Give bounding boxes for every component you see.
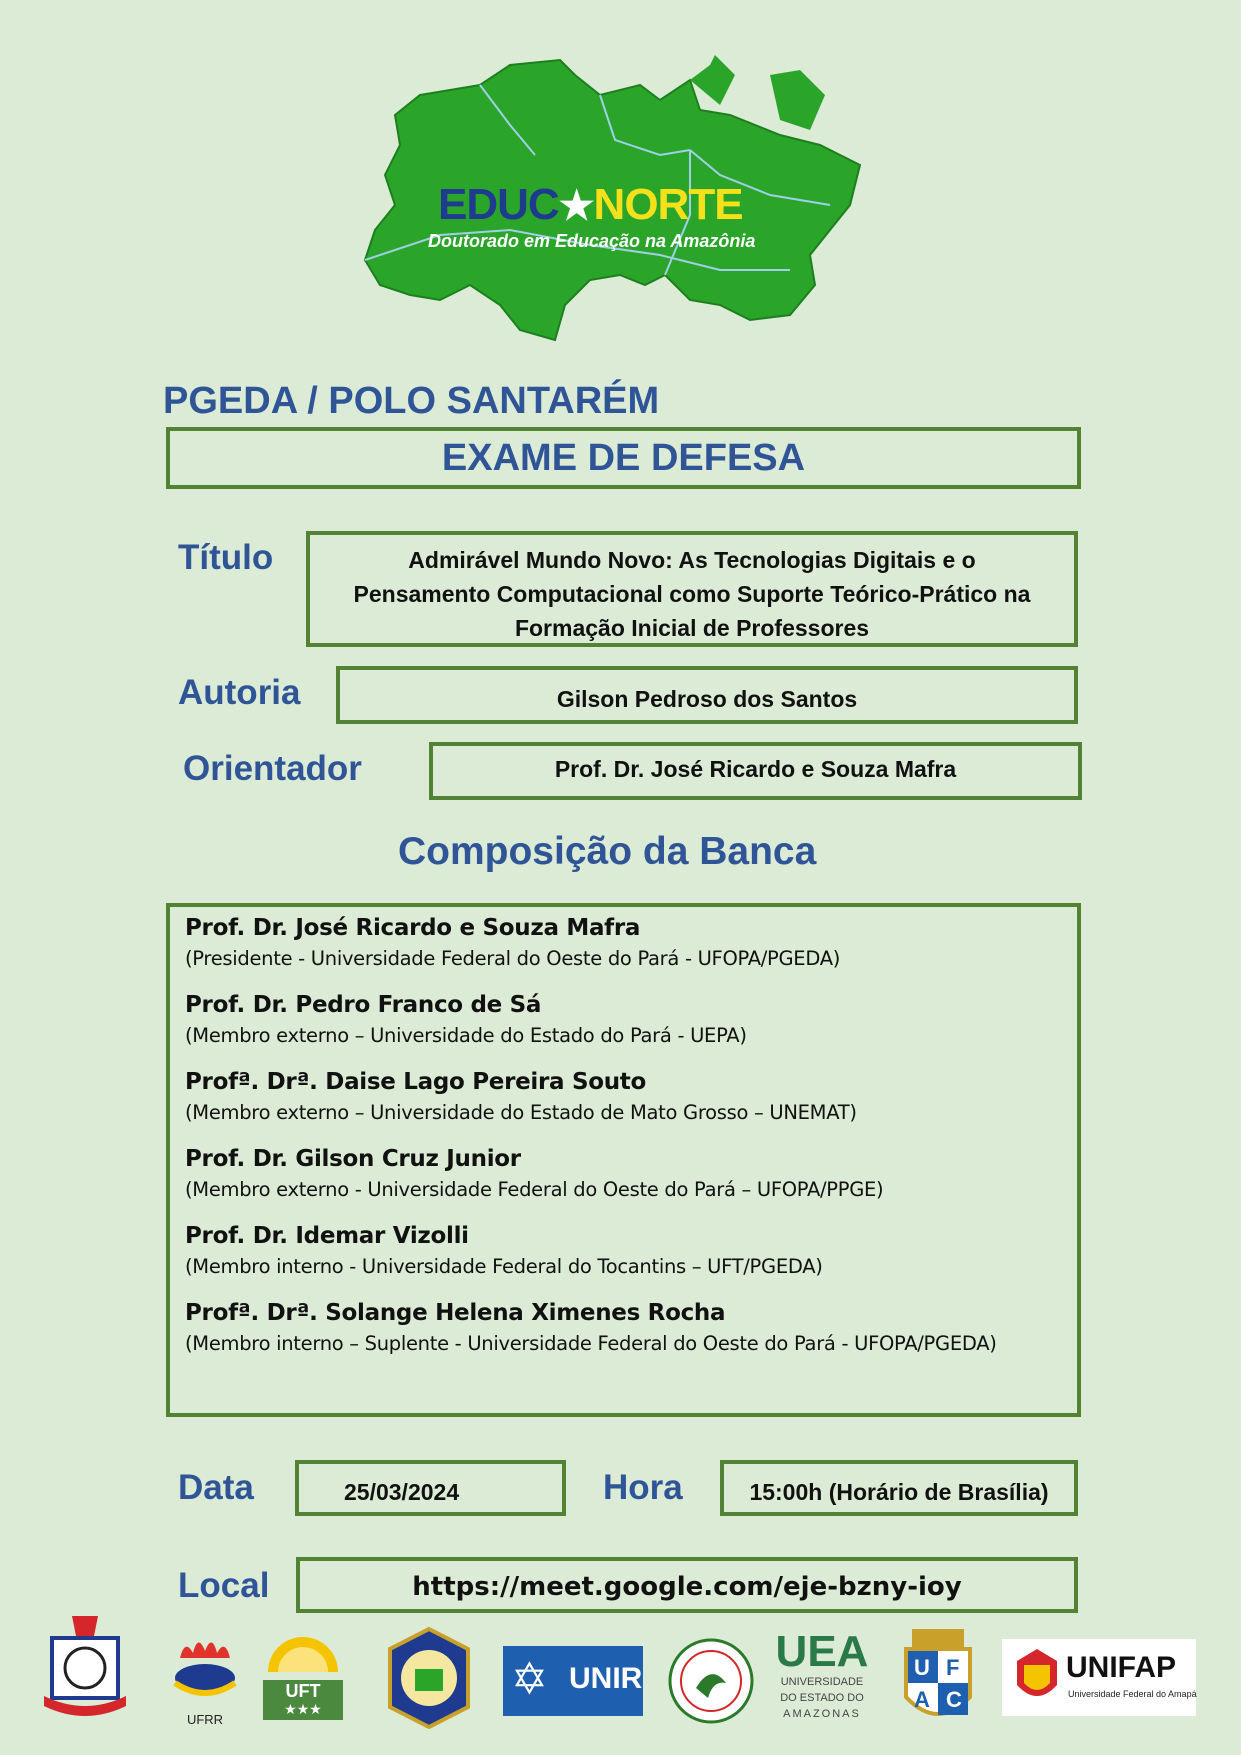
- star-icon: ★: [558, 184, 594, 228]
- member-name: Prof. Dr. Gilson Cruz Junior: [185, 1146, 521, 1172]
- uea-line-1: UNIVERSIDADE: [780, 1676, 864, 1688]
- data-box: [295, 1460, 566, 1516]
- ufac-c: C: [946, 1687, 962, 1712]
- ufac-shield-icon: [898, 1627, 978, 1731]
- uft-sun-icon: [258, 1627, 348, 1675]
- uerr-seal-icon: [668, 1638, 754, 1724]
- unifap-sub: Universidade Federal do Amapá: [1068, 1689, 1197, 1699]
- ufrr-flame-icon: [165, 1633, 245, 1703]
- member-name: Prof. Dr. Pedro Franco de Sá: [185, 992, 542, 1018]
- unir-label: UNIR: [569, 1662, 643, 1695]
- autoria-box: [336, 666, 1078, 724]
- member-role: (Membro interno - Universidade Federal do Tocantins – UFT/PGEDA): [185, 1255, 823, 1278]
- member-role: (Presidente - Universidade Federal do Oeste do Pará - UFOPA/PGEDA): [185, 947, 841, 970]
- ufpa-logo: [42, 1614, 128, 1724]
- educanorte-logo: [360, 55, 875, 355]
- program-title: PGEDA / POLO SANTARÉM: [163, 380, 660, 422]
- uea-line-3: AMAZONAS: [783, 1708, 861, 1720]
- member-role: (Membro externo – Universidade do Estado do Pará - UEPA): [185, 1024, 747, 1047]
- unir-star-icon: ✡: [511, 1655, 548, 1704]
- logo-title-right: NORTE: [593, 180, 743, 229]
- member-name: Prof. Dr. Idemar Vizolli: [185, 1223, 469, 1249]
- unir-logo: [503, 1646, 643, 1716]
- banca-member: [185, 915, 1077, 970]
- member-name: Profª. Drª. Daise Lago Pereira Souto: [185, 1069, 647, 1095]
- titulo-line-2: Pensamento Computacional como Suporte Teórico-Prático na: [353, 581, 1031, 607]
- ufac-logo: [898, 1627, 978, 1731]
- autoria-value: Gilson Pedroso dos Santos: [556, 686, 858, 712]
- titulo-label: Título: [178, 538, 274, 577]
- banca-member: [185, 1300, 1077, 1355]
- data-value: 25/03/2024: [344, 1479, 460, 1505]
- exam-title: EXAME DE DEFESA: [441, 437, 806, 479]
- member-role: (Membro externo - Universidade Federal do Oeste do Pará – UFOPA/PPGE): [185, 1178, 884, 1201]
- banca-member: [185, 992, 1077, 1047]
- titulo-box: [306, 531, 1078, 647]
- member-name: Prof. Dr. José Ricardo e Souza Mafra: [185, 915, 641, 941]
- ufopa-seal-icon: [382, 1627, 476, 1729]
- banca-title: Composição da Banca: [398, 830, 817, 873]
- uea-line-2: DO ESTADO DO: [780, 1692, 864, 1704]
- hora-box: [720, 1460, 1078, 1516]
- ufac-a: A: [914, 1687, 930, 1712]
- ufrr-label: UFRR: [186, 1712, 224, 1727]
- hora-value: 15:00h (Horário de Brasília): [749, 1479, 1049, 1505]
- uft-logo: [258, 1627, 348, 1727]
- ufrr-logo: [165, 1633, 245, 1733]
- ufac-u: U: [914, 1655, 930, 1680]
- data-label: Data: [178, 1468, 254, 1507]
- star-icon: ★★★: [284, 1701, 322, 1717]
- ufpa-crest-icon: [42, 1614, 128, 1724]
- unifap-crest-icon: [1012, 1647, 1062, 1707]
- ufac-f: F: [946, 1655, 960, 1680]
- orientador-box: [429, 742, 1082, 800]
- hora-label: Hora: [603, 1468, 683, 1507]
- uea-logo: [772, 1627, 872, 1730]
- uerr-logo: [668, 1638, 754, 1724]
- banca-member: [185, 1223, 1077, 1278]
- logo-title-left: EDUC: [438, 180, 559, 229]
- uft-label: UFT: [285, 1681, 321, 1701]
- autoria-label: Autoria: [178, 673, 301, 712]
- orientador-value: Prof. Dr. José Ricardo e Souza Mafra: [554, 756, 957, 782]
- local-link[interactable]: https://meet.google.com/eje-bzny-ioy: [412, 1572, 962, 1602]
- uea-big: UEA: [775, 1627, 869, 1676]
- ufopa-logo: [382, 1627, 476, 1729]
- banca-member: [185, 1069, 1077, 1124]
- unifap-logo: [1002, 1639, 1196, 1716]
- orientador-label: Orientador: [183, 749, 362, 788]
- member-role: (Membro interno – Suplente - Universidade Federal do Oeste do Pará - UFOPA/PGEDA): [185, 1332, 997, 1355]
- local-box: [296, 1557, 1078, 1613]
- local-label: Local: [178, 1566, 270, 1605]
- member-role: (Membro externo – Universidade do Estado de Mato Grosso – UNEMAT): [185, 1101, 857, 1124]
- exam-title-box: [166, 427, 1081, 489]
- unifap-label: UNIFAP: [1066, 1651, 1177, 1684]
- member-name: Profª. Drª. Solange Helena Ximenes Rocha: [185, 1300, 726, 1326]
- logo-subtitle: Doutorado em Educação na Amazônia: [428, 231, 756, 251]
- banca-member: [185, 1146, 1077, 1201]
- titulo-line-3: Formação Inicial de Professores: [514, 615, 870, 641]
- titulo-line-1: Admirável Mundo Novo: As Tecnologias Digitais e o: [408, 547, 976, 573]
- banca-box: [166, 903, 1081, 1417]
